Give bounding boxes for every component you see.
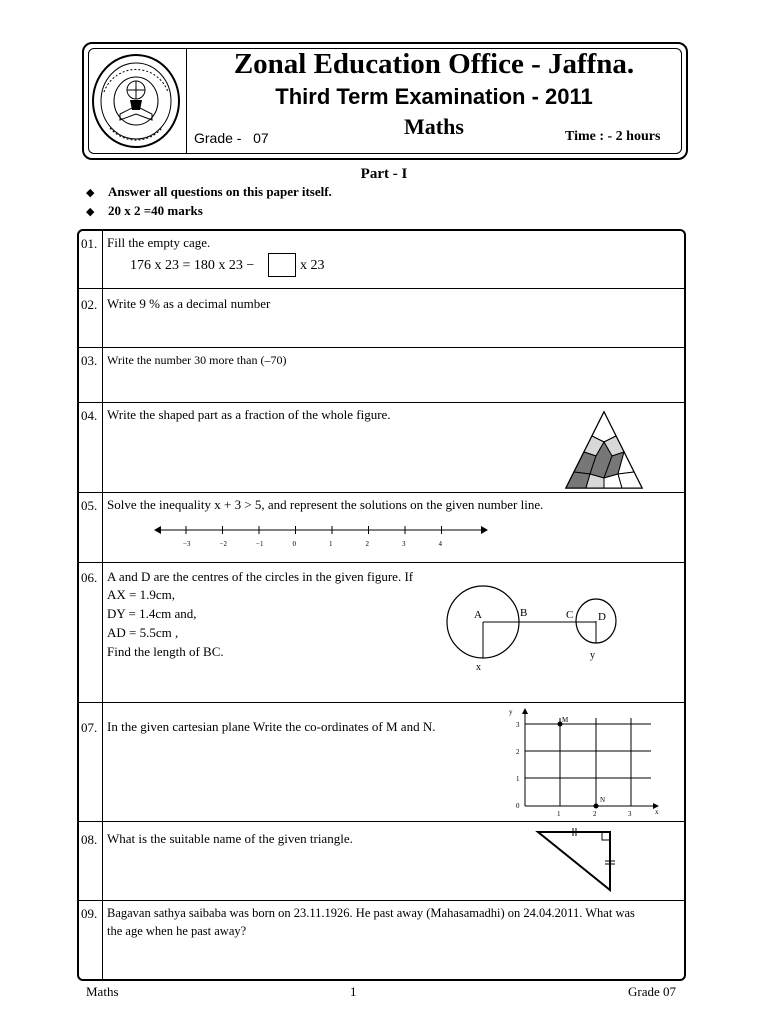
label-x: x	[476, 662, 481, 673]
q1-equation: 176 x 23 = 180 x 23 −	[130, 258, 255, 273]
question-number: 07.	[81, 720, 98, 735]
number-line	[150, 520, 490, 550]
question-number: 03.	[81, 353, 98, 368]
part-title: Part - I	[360, 166, 408, 182]
number-line-label: −3	[183, 540, 191, 548]
x-tick-label: 2	[593, 810, 597, 818]
question-number: 02.	[81, 297, 98, 312]
question-text: Write 9 % as a decimal number	[107, 296, 271, 311]
question-text: DY = 1.4cm and,	[107, 606, 197, 621]
number-line-label: 3	[402, 540, 406, 548]
row-divider	[78, 821, 685, 822]
label-b: B	[520, 607, 528, 619]
question-number: 06.	[81, 570, 98, 585]
number-line-label: 4	[438, 540, 442, 548]
row-divider	[78, 288, 685, 289]
point-n-label: N	[600, 796, 606, 804]
instruction-item	[86, 203, 203, 219]
question-text: AD = 5.5cm ,	[107, 625, 179, 640]
footer-grade: Grade 07	[628, 984, 677, 999]
y-tick-label: 3	[516, 721, 520, 729]
subject-title: Maths	[404, 114, 464, 139]
zonal-office-emblem-icon	[90, 52, 182, 150]
row-divider	[78, 347, 685, 348]
q1-equation-suffix: x 23	[300, 258, 325, 273]
label-y: y	[590, 650, 595, 661]
exam-title: Third Term Examination - 2011	[275, 84, 593, 109]
label-d: D	[598, 611, 606, 623]
row-divider	[78, 402, 685, 403]
question-text: the age when he past away?	[107, 924, 247, 938]
number-column-divider	[102, 230, 103, 980]
question-text: Write the number 30 more than (–70)	[107, 353, 287, 367]
diamond-bullet-icon: ◆	[86, 187, 95, 199]
x-tick-label: 1	[557, 810, 561, 818]
question-text: In the given cartesian plane Write the co-ordinates of M and N.	[107, 719, 436, 734]
question-text: What is the suitable name of the given triangle.	[107, 831, 353, 846]
x-tick-label: 3	[628, 810, 632, 818]
row-divider	[78, 562, 685, 563]
number-line-label: 2	[365, 540, 369, 548]
question-number: 01.	[81, 236, 98, 251]
number-line-label: 1	[329, 540, 333, 548]
y-tick-label: 0	[516, 802, 520, 810]
q1-answer-cage[interactable]	[268, 253, 296, 277]
label-c: C	[566, 609, 574, 621]
point-m-label: M	[562, 716, 569, 724]
office-title: Zonal Education Office - Jaffna.	[233, 48, 635, 80]
question-text: Write the shaped part as a fraction of the whole figure.	[107, 407, 391, 422]
footer-subject: Maths	[86, 984, 119, 999]
right-isosceles-triangle-figure	[530, 826, 620, 894]
shaded-triangle-figure	[562, 408, 646, 492]
instruction-text: 20 x 2 =40 marks	[108, 203, 203, 218]
question-number: 05.	[81, 498, 98, 513]
row-divider	[78, 492, 685, 493]
question-number: 09.	[81, 906, 98, 921]
label-a: A	[474, 609, 482, 621]
circles-figure	[440, 580, 630, 680]
footer-page-number: 1	[350, 984, 357, 999]
question-number: 08.	[81, 832, 98, 847]
question-text: Fill the empty cage.	[107, 235, 211, 250]
grade-label: Grade - 07	[194, 130, 269, 146]
y-tick-label: 2	[516, 748, 520, 756]
question-number: 04.	[81, 408, 98, 423]
number-line-label: 0	[292, 540, 296, 548]
y-axis-label: y	[509, 708, 513, 716]
row-divider	[78, 900, 685, 901]
instruction-item	[86, 184, 332, 200]
number-line-label: −2	[219, 540, 227, 548]
question-text: AX = 1.9cm,	[107, 587, 175, 602]
row-divider	[78, 702, 685, 703]
point-n-marker	[594, 804, 599, 809]
instruction-text: Answer all questions on this paper itself.	[108, 184, 332, 199]
number-line-label: −1	[256, 540, 264, 548]
x-axis-label: x	[655, 808, 659, 816]
time-label: Time : - 2 hours	[565, 129, 661, 144]
question-text: A and D are the centres of the circles in the given figure. If	[107, 569, 414, 584]
y-tick-label: 1	[516, 775, 520, 783]
question-text: Solve the inequality x + 3 > 5, and represent the solutions on the given number line.	[107, 497, 544, 512]
cartesian-plane	[505, 704, 665, 820]
question-text: Bagavan sathya saibaba was born on 23.11.1926. He past away (Mahasamadhi) on 24.04.2011. What was	[107, 906, 635, 920]
diamond-bullet-icon: ◆	[86, 206, 95, 218]
question-text: Find the length of BC.	[107, 644, 224, 659]
